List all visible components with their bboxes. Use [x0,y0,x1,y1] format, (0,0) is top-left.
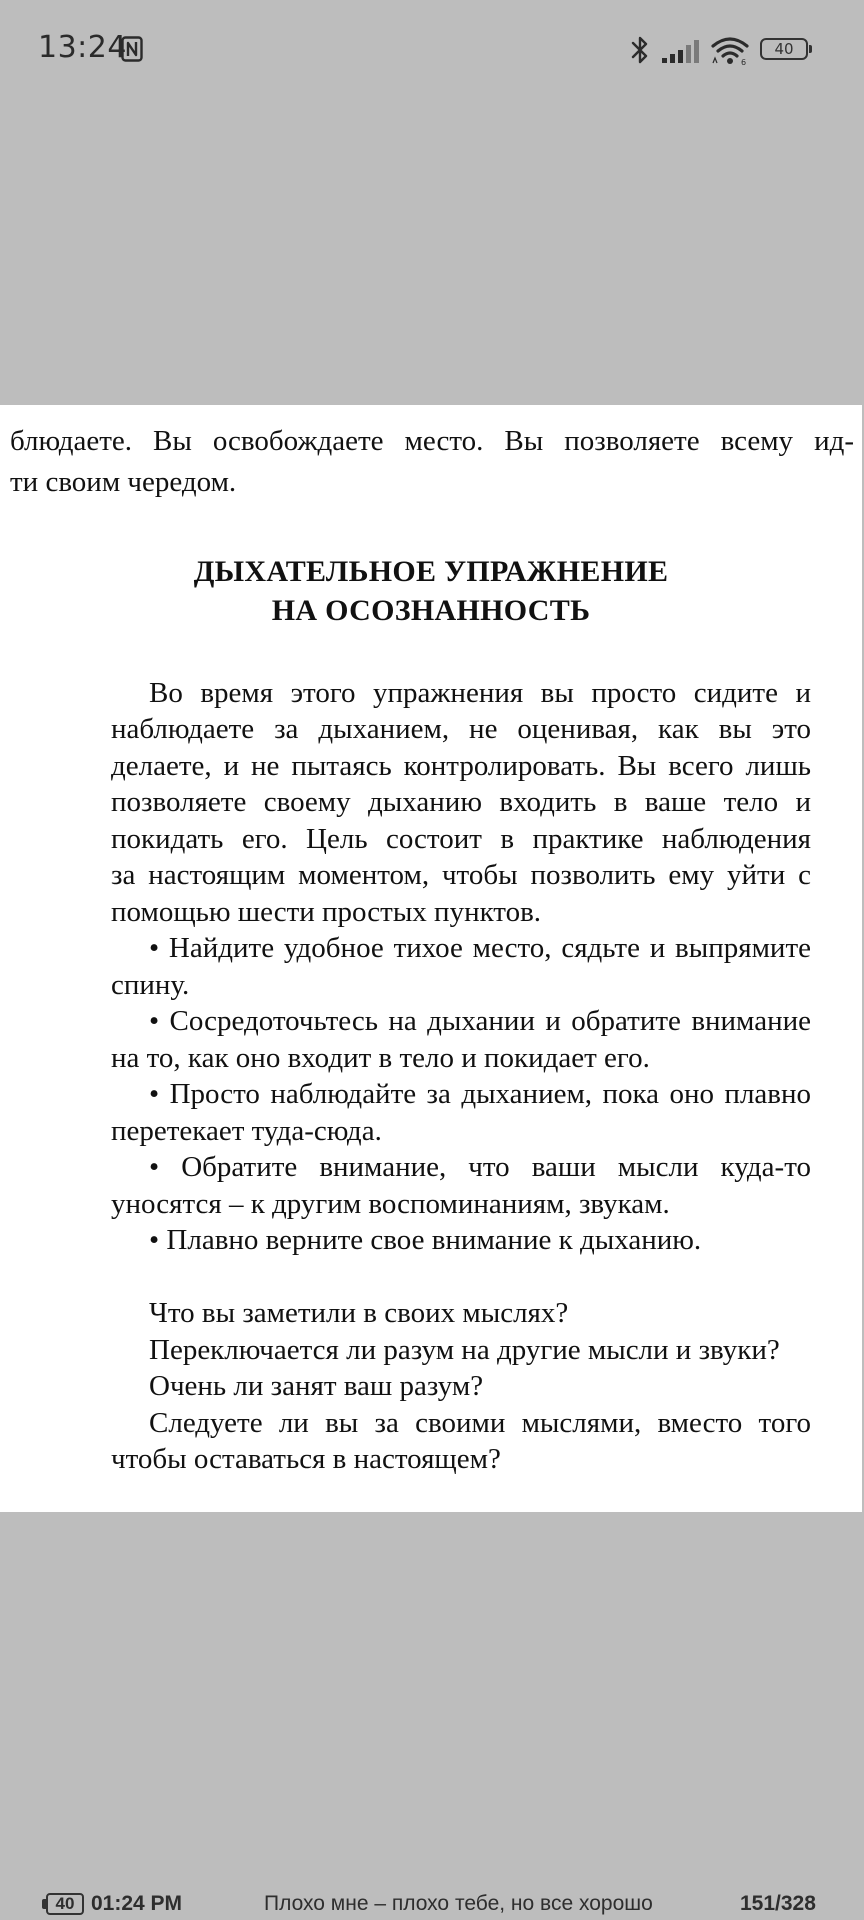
question-line: Что вы заметили в своих мыслях? [149,1297,569,1329]
question-line: Переключается ли разум на другие мысли и звуки? [149,1334,780,1366]
question-line: Очень ли занят ваш разум? [149,1370,484,1402]
book-page[interactable] [0,405,862,1512]
page-text-line: перетекает туда-сюда. [111,1115,382,1147]
bullet-line: • Плавно верните свое внимание к дыханию. [149,1224,702,1256]
page-text-line: позволяете своему дыханию входить в ваше тело и [111,786,811,818]
page-text-line: наблюдаете за дыханием, не оценивая, как вы это [111,713,811,745]
reader-time: 01:24 PM [91,1892,183,1915]
page-text-line: за настоящим моментом, чтобы позволить ему уйти с [111,859,811,891]
page-text-line: на то, как оно входит в тело и покидает его. [111,1042,650,1074]
cell-signal-icon [660,38,702,64]
page-text-line: делаете, и не пытаясь контролировать. Вы всего лишь [111,750,811,782]
book-title: Плохо мне – плохо тебе, но все хорошо [264,1892,653,1915]
reader-battery-icon: 40 [46,1893,84,1915]
page-text-line: блюдаете. Вы освобождаете место. Вы позволяете всему ид- [10,425,854,457]
page-text-line: помощью шести простых пунктов. [111,896,542,928]
battery-icon [760,38,812,62]
bullet-line: • Просто наблюдайте за дыханием, пока оно плавно [149,1078,811,1110]
status-bar [0,0,864,100]
nfc-icon [121,36,143,62]
bullet-line: • Обратите внимание, что ваши мысли куда-то [149,1151,811,1183]
battery-tip [809,45,812,53]
section-heading-line: НА ОСОЗНАННОСТЬ [271,594,591,627]
bullet-line: • Найдите удобное тихое место, сядьте и выпрямите [149,932,811,964]
section-heading-line: ДЫХАТЕЛЬНОЕ УПРАЖНЕНИЕ [193,555,669,588]
page-text-line: покидать его. Цель состоит в практике наблюдения [111,823,811,855]
status-clock: 13:24 [38,30,127,65]
battery-level: 40 [774,40,794,58]
bullet-line: • Сосредоточьтесь на дыхании и обратите внимание [149,1005,811,1037]
page-text-line: спину. [111,969,190,1001]
question-line: чтобы оставаться в настоящем? [111,1443,501,1475]
page-counter: 151/328 [740,1892,816,1915]
question-line: Следуете ли вы за своими мыслями, вместо того [149,1407,811,1439]
page-text-line: ти своим чередом. [10,466,237,498]
bluetooth-icon [630,34,650,66]
wifi-icon [710,34,750,66]
svg-text:6: 6 [741,58,747,66]
reader-status-bar [0,1880,864,1920]
page-text-line: Во время этого упражнения вы просто сидите и [149,677,811,709]
page-text-line: уносятся – к другим воспоминаниям, звукам. [111,1188,670,1220]
